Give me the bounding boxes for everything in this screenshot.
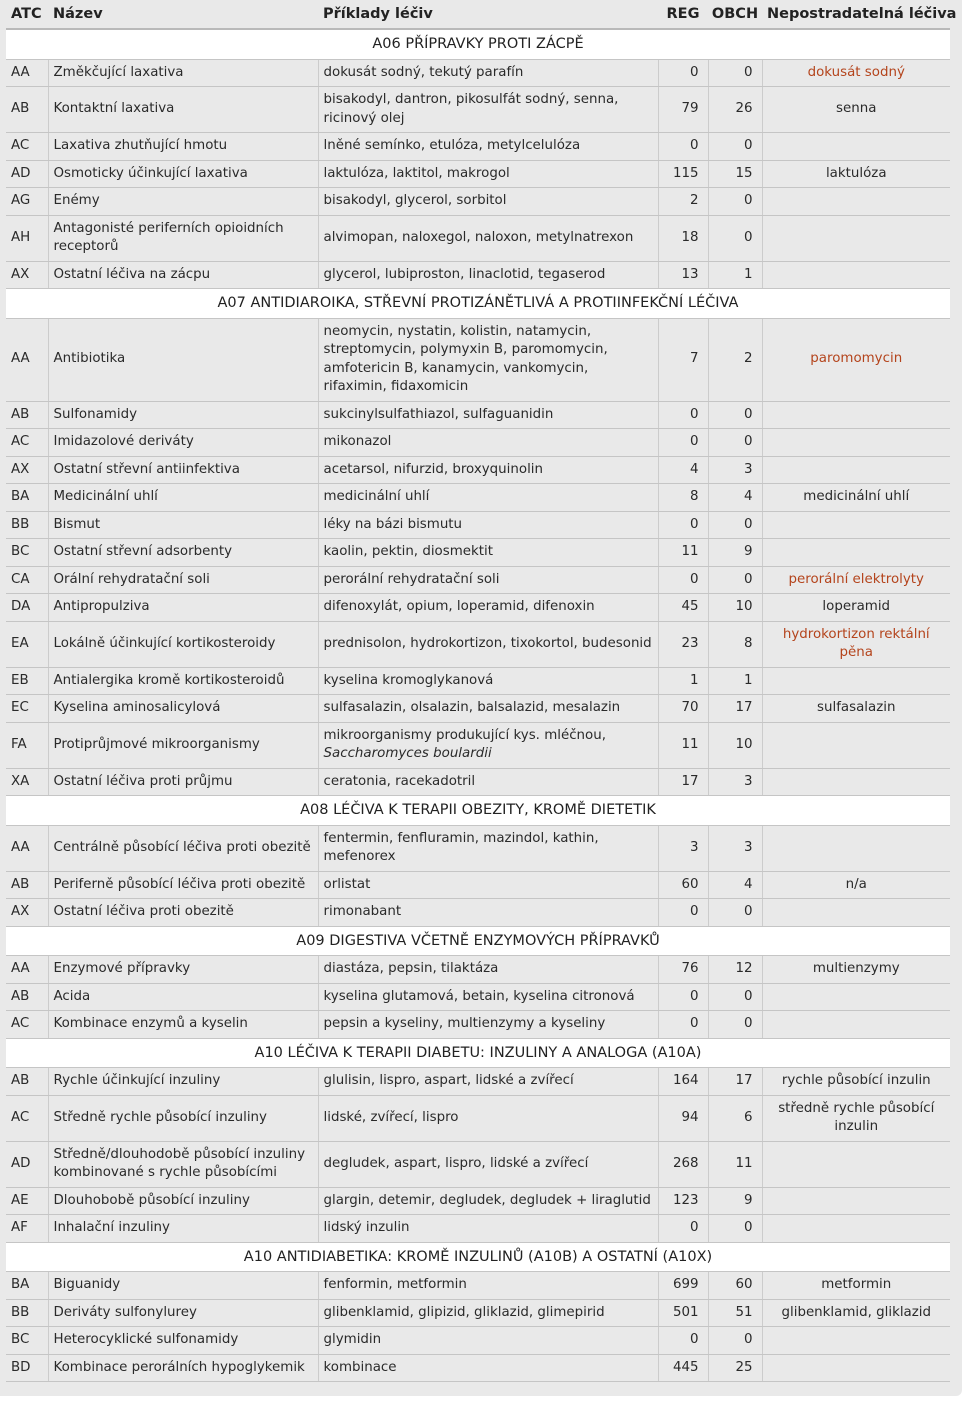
cell-atc: AA — [6, 318, 48, 401]
cell-reg: 445 — [658, 1354, 708, 1382]
cell-reg: 45 — [658, 594, 708, 622]
cell-name: Kontaktní laxativa — [48, 87, 318, 133]
section-header — [6, 1242, 950, 1272]
cell-name: Heterocyklické sulfonamidy — [48, 1327, 318, 1355]
cell-essential — [762, 1327, 950, 1355]
cell-essential: rychle působící inzulin — [762, 1068, 950, 1096]
table-row — [6, 566, 950, 594]
cell-reg: 164 — [658, 1068, 708, 1096]
header-essential: Nepostradatelná léčiva — [762, 0, 950, 29]
table-row — [6, 594, 950, 622]
cell-name: Změkčující laxativa — [48, 59, 318, 87]
cell-obch: 0 — [708, 511, 762, 539]
table-row — [6, 1011, 950, 1039]
cell-obch: 0 — [708, 1327, 762, 1355]
cell-atc: CA — [6, 566, 48, 594]
cell-reg: 0 — [658, 899, 708, 927]
cell-name: Antibiotika — [48, 318, 318, 401]
cell-name: Enémy — [48, 188, 318, 216]
cell-name: Ostatní střevní antiinfektiva — [48, 456, 318, 484]
section-header — [6, 289, 950, 319]
cell-name: Antipropulziva — [48, 594, 318, 622]
cell-reg: 1 — [658, 667, 708, 695]
cell-essential: metformin — [762, 1272, 950, 1300]
cell-essential: hydrokortizon rektální pěna — [762, 621, 950, 667]
cell-name: Protiprůjmové mikroorganismy — [48, 722, 318, 768]
cell-essential: loperamid — [762, 594, 950, 622]
cell-name: Antialergika kromě kortikosteroidů — [48, 667, 318, 695]
cell-reg: 123 — [658, 1187, 708, 1215]
cell-essential — [762, 667, 950, 695]
cell-atc: AC — [6, 1095, 48, 1141]
cell-obch: 3 — [708, 768, 762, 796]
cell-name: Ostatní střevní adsorbenty — [48, 539, 318, 567]
header-name: Název — [48, 0, 318, 29]
table-row — [6, 1095, 950, 1141]
cell-examples: glibenklamid, glipizid, gliklazid, glimepirid — [318, 1299, 658, 1327]
cell-obch: 26 — [708, 87, 762, 133]
cell-atc: FA — [6, 722, 48, 768]
cell-atc: DA — [6, 594, 48, 622]
cell-atc: AX — [6, 899, 48, 927]
cell-reg: 268 — [658, 1141, 708, 1187]
cell-reg: 0 — [658, 401, 708, 429]
table-row — [6, 484, 950, 512]
cell-examples: glycerol, lubiproston, linaclotid, tegaserod — [318, 261, 658, 289]
cell-essential — [762, 261, 950, 289]
table-row — [6, 1354, 950, 1382]
cell-name: Centrálně působící léčiva proti obezitě — [48, 825, 318, 871]
cell-examples: orlistat — [318, 871, 658, 899]
cell-obch: 9 — [708, 539, 762, 567]
cell-examples: diastáza, pepsin, tilaktáza — [318, 956, 658, 984]
cell-obch: 4 — [708, 871, 762, 899]
cell-obch: 9 — [708, 1187, 762, 1215]
cell-atc: AA — [6, 825, 48, 871]
header-examples: Příklady léčiv — [318, 0, 658, 29]
table-row — [6, 695, 950, 723]
cell-essential: multienzymy — [762, 956, 950, 984]
cell-name: Středně rychle působící inzuliny — [48, 1095, 318, 1141]
section-title: A10 LÉČIVA K TERAPII DIABETU: INZULINY A ANALOGA (A10A) — [6, 1038, 950, 1068]
header-reg: REG — [658, 0, 708, 29]
cell-examples: dokusát sodný, tekutý parafín — [318, 59, 658, 87]
cell-reg: 94 — [658, 1095, 708, 1141]
cell-name: Středně/dlouhodobě působící inzuliny kombinované s rychle působícími — [48, 1141, 318, 1187]
cell-atc: AB — [6, 983, 48, 1011]
cell-essential: sulfasalazin — [762, 695, 950, 723]
table-row — [6, 261, 950, 289]
cell-name: Kyselina aminosalicylová — [48, 695, 318, 723]
cell-obch: 25 — [708, 1354, 762, 1382]
cell-examples: alvimopan, naloxegol, naloxon, metylnatrexon — [318, 215, 658, 261]
section-header — [6, 1038, 950, 1068]
cell-examples: kaolin, pektin, diosmektit — [318, 539, 658, 567]
cell-reg: 79 — [658, 87, 708, 133]
cell-reg: 4 — [658, 456, 708, 484]
cell-obch: 1 — [708, 667, 762, 695]
cell-essential — [762, 1141, 950, 1187]
cell-reg: 0 — [658, 983, 708, 1011]
cell-examples: difenoxylát, opium, loperamid, difenoxin — [318, 594, 658, 622]
cell-essential — [762, 722, 950, 768]
table-row — [6, 1141, 950, 1187]
cell-obch: 1 — [708, 261, 762, 289]
cell-atc: AB — [6, 87, 48, 133]
cell-examples: rimonabant — [318, 899, 658, 927]
cell-essential: n/a — [762, 871, 950, 899]
cell-essential: senna — [762, 87, 950, 133]
cell-reg: 0 — [658, 511, 708, 539]
cell-reg: 76 — [658, 956, 708, 984]
cell-obch: 60 — [708, 1272, 762, 1300]
cell-atc: AB — [6, 401, 48, 429]
table-row — [6, 429, 950, 457]
table-row — [6, 539, 950, 567]
cell-obch: 0 — [708, 133, 762, 161]
section-title: A09 DIGESTIVA VČETNĚ ENZYMOVÝCH PŘÍPRAVKŮ — [6, 926, 950, 956]
cell-obch: 4 — [708, 484, 762, 512]
cell-atc: AG — [6, 188, 48, 216]
cell-obch: 0 — [708, 188, 762, 216]
cell-atc: EA — [6, 621, 48, 667]
cell-examples: léky na bázi bismutu — [318, 511, 658, 539]
cell-name: Periferně působící léčiva proti obezitě — [48, 871, 318, 899]
cell-reg: 60 — [658, 871, 708, 899]
cell-atc: BC — [6, 1327, 48, 1355]
cell-name: Enzymové přípravky — [48, 956, 318, 984]
cell-essential — [762, 899, 950, 927]
table-row — [6, 899, 950, 927]
cell-examples: sulfasalazin, olsalazin, balsalazid, mesalazin — [318, 695, 658, 723]
table-row — [6, 825, 950, 871]
cell-atc: EC — [6, 695, 48, 723]
cell-obch: 0 — [708, 215, 762, 261]
table-row — [6, 621, 950, 667]
table-row — [6, 768, 950, 796]
cell-atc: AA — [6, 59, 48, 87]
cell-name: Osmoticky účinkující laxativa — [48, 160, 318, 188]
table-row — [6, 1272, 950, 1300]
cell-reg: 8 — [658, 484, 708, 512]
drug-table — [6, 0, 957, 1382]
cell-atc: AB — [6, 871, 48, 899]
cell-name: Kombinace enzymů a kyselin — [48, 1011, 318, 1039]
table-row — [6, 956, 950, 984]
cell-atc: BA — [6, 484, 48, 512]
table-row — [6, 667, 950, 695]
table-row — [6, 87, 950, 133]
cell-essential — [762, 133, 950, 161]
cell-name: Ostatní léčiva proti obezitě — [48, 899, 318, 927]
cell-reg: 11 — [658, 722, 708, 768]
cell-name: Acida — [48, 983, 318, 1011]
cell-reg: 7 — [658, 318, 708, 401]
cell-obch: 15 — [708, 160, 762, 188]
table-row — [6, 1299, 950, 1327]
cell-essential — [762, 983, 950, 1011]
cell-obch: 6 — [708, 1095, 762, 1141]
table-row — [6, 1187, 950, 1215]
table-row — [6, 401, 950, 429]
cell-name: Bismut — [48, 511, 318, 539]
cell-atc: AE — [6, 1187, 48, 1215]
cell-atc: BB — [6, 511, 48, 539]
cell-atc: AD — [6, 160, 48, 188]
cell-examples: kombinace — [318, 1354, 658, 1382]
cell-atc: AX — [6, 261, 48, 289]
cell-reg: 115 — [658, 160, 708, 188]
table-row — [6, 1068, 950, 1096]
cell-name: Laxativa zhutňující hmotu — [48, 133, 318, 161]
table-row — [6, 160, 950, 188]
cell-reg: 18 — [658, 215, 708, 261]
cell-examples: perorální rehydratační soli — [318, 566, 658, 594]
header-atc: ATC — [6, 0, 48, 29]
cell-essential — [762, 456, 950, 484]
cell-obch: 0 — [708, 566, 762, 594]
cell-examples: bisakodyl, dantron, pikosulfát sodný, senna, ricinový olej — [318, 87, 658, 133]
header-obch: OBCH — [708, 0, 762, 29]
cell-atc: AC — [6, 429, 48, 457]
cell-essential: medicinální uhlí — [762, 484, 950, 512]
cell-reg: 0 — [658, 1327, 708, 1355]
cell-reg: 3 — [658, 825, 708, 871]
cell-examples: glargin, detemir, degludek, degludek + liraglutid — [318, 1187, 658, 1215]
cell-reg: 0 — [658, 1011, 708, 1039]
section-title: A07 ANTIDIAROIKA, STŘEVNÍ PROTIZÁNĚTLIVÁ A PROTIINFEKČNÍ LÉČIVA — [6, 289, 950, 319]
cell-examples — [318, 722, 658, 768]
table-row — [6, 1215, 950, 1243]
cell-essential: laktulóza — [762, 160, 950, 188]
cell-obch: 12 — [708, 956, 762, 984]
cell-essential: perorální elektrolyty — [762, 566, 950, 594]
cell-name: Sulfonamidy — [48, 401, 318, 429]
cell-atc: XA — [6, 768, 48, 796]
cell-obch: 10 — [708, 722, 762, 768]
table-row — [6, 318, 950, 401]
cell-essential — [762, 1187, 950, 1215]
cell-atc: AH — [6, 215, 48, 261]
cell-reg: 11 — [658, 539, 708, 567]
cell-obch: 17 — [708, 695, 762, 723]
section-header — [6, 29, 950, 59]
cell-name: Antagonisté periferních opioidních receptorů — [48, 215, 318, 261]
cell-examples: fentermin, fenfluramin, mazindol, kathin, mefenorex — [318, 825, 658, 871]
cell-reg: 699 — [658, 1272, 708, 1300]
header-row — [6, 0, 950, 29]
cell-name: Inhalační inzuliny — [48, 1215, 318, 1243]
examples-text-italic: Saccharomyces boulardii — [323, 746, 492, 761]
cell-reg: 23 — [658, 621, 708, 667]
cell-atc: AC — [6, 133, 48, 161]
cell-reg: 0 — [658, 566, 708, 594]
cell-essential — [762, 429, 950, 457]
cell-reg: 0 — [658, 59, 708, 87]
table-row — [6, 983, 950, 1011]
cell-obch: 2 — [708, 318, 762, 401]
cell-obch: 3 — [708, 825, 762, 871]
cell-obch: 51 — [708, 1299, 762, 1327]
cell-atc: AC — [6, 1011, 48, 1039]
cell-obch: 8 — [708, 621, 762, 667]
cell-atc: AX — [6, 456, 48, 484]
cell-examples: acetarsol, nifurzid, broxyquinolin — [318, 456, 658, 484]
cell-name: Lokálně účinkující kortikosteroidy — [48, 621, 318, 667]
cell-essential — [762, 188, 950, 216]
cell-obch: 0 — [708, 1011, 762, 1039]
cell-obch: 0 — [708, 983, 762, 1011]
cell-name: Ostatní léčiva na zácpu — [48, 261, 318, 289]
cell-reg: 0 — [658, 133, 708, 161]
table-row — [6, 188, 950, 216]
cell-essential: středně rychle působící inzulin — [762, 1095, 950, 1141]
cell-name: Orální rehydratační soli — [48, 566, 318, 594]
cell-essential — [762, 1011, 950, 1039]
cell-examples: neomycin, nystatin, kolistin, natamycin, streptomycin, polymyxin B, paromomycin, amfotericin B, kanamycin, vankomycin, rifaximin, fidaxomicin — [318, 318, 658, 401]
cell-obch: 0 — [708, 1215, 762, 1243]
cell-obch: 0 — [708, 401, 762, 429]
cell-essential — [762, 1354, 950, 1382]
cell-examples: lněné semínko, etulóza, metylcelulóza — [318, 133, 658, 161]
table-row — [6, 871, 950, 899]
cell-examples: pepsin a kyseliny, multienzymy a kyseliny — [318, 1011, 658, 1039]
cell-obch: 0 — [708, 899, 762, 927]
cell-examples: kyselina kromoglykanová — [318, 667, 658, 695]
cell-atc: BB — [6, 1299, 48, 1327]
cell-examples: mikonazol — [318, 429, 658, 457]
section-title: A06 PŘÍPRAVKY PROTI ZÁCPĚ — [6, 29, 950, 59]
cell-obch: 0 — [708, 429, 762, 457]
cell-name: Kombinace perorálních hypoglykemik — [48, 1354, 318, 1382]
cell-obch: 17 — [708, 1068, 762, 1096]
cell-reg: 0 — [658, 429, 708, 457]
cell-name: Rychle účinkující inzuliny — [48, 1068, 318, 1096]
cell-essential — [762, 215, 950, 261]
table-body — [6, 29, 950, 1382]
cell-reg: 2 — [658, 188, 708, 216]
cell-name: Dlouhobobě působící inzuliny — [48, 1187, 318, 1215]
table-row — [6, 456, 950, 484]
cell-atc: BC — [6, 539, 48, 567]
cell-essential — [762, 1215, 950, 1243]
cell-examples: bisakodyl, glycerol, sorbitol — [318, 188, 658, 216]
cell-essential — [762, 511, 950, 539]
cell-essential — [762, 401, 950, 429]
cell-reg: 501 — [658, 1299, 708, 1327]
cell-atc: AF — [6, 1215, 48, 1243]
cell-examples: glulisin, lispro, aspart, lidské a zvířecí — [318, 1068, 658, 1096]
cell-essential — [762, 768, 950, 796]
cell-name: Medicinální uhlí — [48, 484, 318, 512]
cell-essential: dokusát sodný — [762, 59, 950, 87]
examples-text: mikroorganismy produkující kys. mléčnou, — [323, 727, 606, 743]
cell-atc: BA — [6, 1272, 48, 1300]
cell-atc: AD — [6, 1141, 48, 1187]
cell-essential — [762, 825, 950, 871]
cell-examples: laktulóza, laktitol, makrogol — [318, 160, 658, 188]
cell-examples: medicinální uhlí — [318, 484, 658, 512]
cell-name: Deriváty sulfonylurey — [48, 1299, 318, 1327]
cell-examples: sukcinylsulfathiazol, sulfaguanidin — [318, 401, 658, 429]
table-row — [6, 59, 950, 87]
cell-reg: 70 — [658, 695, 708, 723]
cell-atc: AB — [6, 1068, 48, 1096]
cell-essential: paromomycin — [762, 318, 950, 401]
section-title: A10 ANTIDIABETIKA: KROMĚ INZULINŮ (A10B) A OSTATNÍ (A10X) — [6, 1242, 950, 1272]
table-row — [6, 133, 950, 161]
cell-atc: BD — [6, 1354, 48, 1382]
cell-obch: 10 — [708, 594, 762, 622]
cell-examples: kyselina glutamová, betain, kyselina citronová — [318, 983, 658, 1011]
table-row — [6, 511, 950, 539]
section-header — [6, 926, 950, 956]
cell-name: Imidazolové deriváty — [48, 429, 318, 457]
table-row — [6, 215, 950, 261]
table-row — [6, 722, 950, 768]
table-row — [6, 1327, 950, 1355]
cell-atc: EB — [6, 667, 48, 695]
cell-obch: 0 — [708, 59, 762, 87]
cell-essential: glibenklamid, gliklazid — [762, 1299, 950, 1327]
cell-examples: lidské, zvířecí, lispro — [318, 1095, 658, 1141]
section-header — [6, 796, 950, 826]
cell-reg: 17 — [658, 768, 708, 796]
cell-examples: degludek, aspart, lispro, lidské a zvířecí — [318, 1141, 658, 1187]
cell-examples: lidský inzulin — [318, 1215, 658, 1243]
section-title: A08 LÉČIVA K TERAPII OBEZITY, KROMĚ DIETETIK — [6, 796, 950, 826]
cell-examples: fenformin, metformin — [318, 1272, 658, 1300]
cell-atc: AA — [6, 956, 48, 984]
cell-obch: 11 — [708, 1141, 762, 1187]
cell-name: Ostatní léčiva proti průjmu — [48, 768, 318, 796]
cell-examples: prednisolon, hydrokortizon, tixokortol, budesonid — [318, 621, 658, 667]
cell-obch: 3 — [708, 456, 762, 484]
cell-name: Biguanidy — [48, 1272, 318, 1300]
cell-examples: ceratonia, racekadotril — [318, 768, 658, 796]
cell-reg: 13 — [658, 261, 708, 289]
cell-examples: glymidin — [318, 1327, 658, 1355]
cell-essential — [762, 539, 950, 567]
cell-reg: 0 — [658, 1215, 708, 1243]
